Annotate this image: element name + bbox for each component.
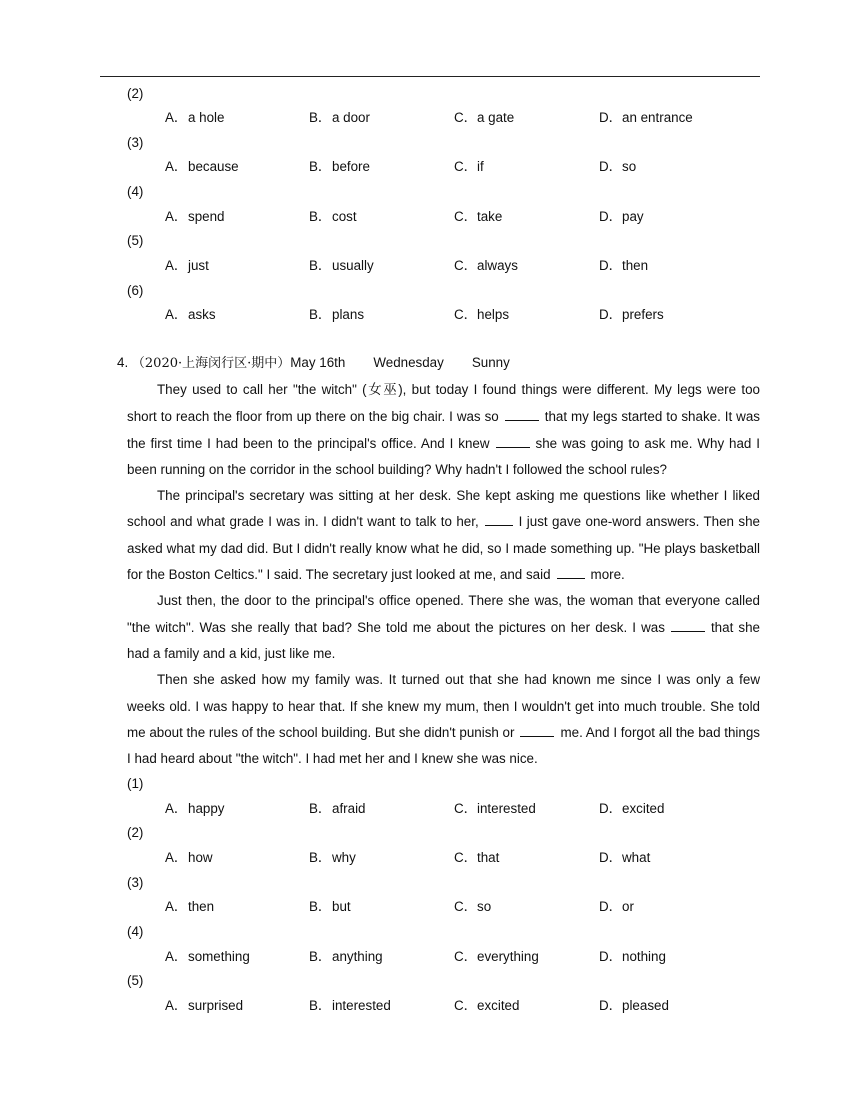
option-letter: A． [165,998,188,1013]
option-text: anything [332,949,383,964]
option-letter: C． [454,899,478,914]
blank-5[interactable] [671,617,705,632]
option-text: surprised [188,998,244,1013]
question-number: 4. [117,355,129,370]
text: that she had a family and a kid, just like me. [127,619,760,661]
option-b[interactable] [309,898,351,916]
option-a[interactable] [165,158,239,176]
question-number: (5) [127,973,144,988]
option-text: why [332,850,356,865]
option-b[interactable] [309,849,356,867]
option-text: if [477,159,484,174]
option-text: always [477,258,518,273]
question-number: (4) [127,184,144,199]
option-row [0,898,860,916]
question-number: (3) [127,135,144,150]
text: she was going to ask me. Why had I been running on the corridor in the school building? Why hadn't I followed the school rules? [127,435,760,477]
text: more. [590,567,625,583]
question-header [117,354,510,373]
option-letter: B． [309,949,332,964]
option-letter: A． [165,307,188,322]
option-d[interactable] [599,898,634,916]
option-b[interactable] [309,997,391,1015]
option-d[interactable] [599,208,644,226]
option-b[interactable] [309,158,370,176]
option-text: because [188,159,239,174]
option-text: that [477,850,500,865]
text: me. And I forgot all the bad things I had heard about "the witch". I had met her and I knew she was nice. [127,724,760,767]
option-text: before [332,159,370,174]
option-text: cost [332,209,357,224]
option-text: something [188,949,250,964]
option-c[interactable] [454,948,539,966]
option-text: excited [477,998,520,1013]
text: ), but today I found things were different. My legs were too short to reach the floor from up there on the big chair. I was so [127,382,760,425]
option-text: just [188,258,209,273]
option-d[interactable] [599,109,693,127]
option-text: happy [188,801,225,816]
option-text: spend [188,209,225,224]
option-text: what [622,850,651,865]
question-number: (1) [127,776,144,791]
diary-day: Wednesday [373,355,444,370]
paragraph-1 [127,377,760,483]
option-a[interactable] [165,997,243,1015]
option-text: everything [477,949,539,964]
option-c[interactable] [454,306,509,324]
text: that my legs started to shake. It was the first time I had been to the principal's office. And I knew [127,409,760,451]
question-number: (6) [127,283,144,298]
question-number: (3) [127,875,144,890]
question-number: (2) [127,86,144,101]
option-c[interactable] [454,208,502,226]
option-d[interactable] [599,849,650,867]
option-letter: A． [165,850,188,865]
option-a[interactable] [165,800,224,818]
option-letter: D． [599,159,623,174]
option-a[interactable] [165,306,216,324]
option-letter: B． [309,258,332,273]
diary-weather: Sunny [471,355,510,370]
option-letter: D． [599,998,623,1013]
option-text: a hole [188,110,225,125]
option-letter: C． [454,209,478,224]
option-b[interactable] [309,208,357,226]
option-letter: C． [454,258,478,273]
paragraph-4 [127,667,760,772]
option-letter: C． [454,307,478,322]
option-letter: B． [309,850,332,865]
option-c[interactable] [454,109,514,127]
blank-3[interactable] [485,511,513,526]
option-a[interactable] [165,948,250,966]
blank-4[interactable] [557,564,585,579]
option-text: then [188,899,215,914]
option-row [0,109,860,127]
option-letter: B． [309,307,332,322]
option-b[interactable] [309,109,370,127]
option-text: take [477,209,503,224]
option-letter: D． [599,209,623,224]
option-row [0,158,860,176]
option-text: then [622,258,649,273]
question-number: (5) [127,233,144,248]
option-a[interactable] [165,257,209,275]
option-text: pleased [622,998,669,1013]
option-letter: D． [599,307,623,322]
paragraph-2 [127,483,760,588]
option-letter: A． [165,110,188,125]
option-letter: C． [454,998,478,1013]
option-text: plans [332,307,365,322]
option-text: nothing [622,949,666,964]
option-letter: C． [454,850,478,865]
question-number: (4) [127,924,144,939]
option-b[interactable] [309,800,366,818]
option-row [0,849,860,867]
option-b[interactable] [309,948,383,966]
option-letter: D． [599,258,623,273]
option-c[interactable] [454,257,518,275]
option-d[interactable] [599,158,636,176]
option-letter: B． [309,209,332,224]
option-a[interactable] [165,109,224,127]
header-rule [100,76,760,77]
text: Then she asked how my family was. It turned out that she had known me since I was only a few weeks old. I was happy to hear that. If she knew my mum, then I wouldn't get into much trouble. She told me about the rules of the school building. But she didn't punish or [127,672,760,740]
option-text: interested [477,801,536,816]
option-letter: D． [599,110,623,125]
option-c[interactable] [454,849,499,867]
option-row [0,257,860,275]
option-c[interactable] [454,997,519,1015]
option-c[interactable] [454,800,536,818]
option-letter: A． [165,258,188,273]
paragraph-3 [127,588,760,667]
option-letter: A． [165,159,188,174]
option-letter: D． [599,949,623,964]
option-letter: A． [165,949,188,964]
option-letter: C． [454,110,478,125]
option-text: prefers [622,307,664,322]
option-text: asks [188,307,216,322]
question-number: (2) [127,825,144,840]
option-a[interactable] [165,898,214,916]
option-text: a door [332,110,370,125]
option-text: an entrance [622,110,693,125]
option-letter: D． [599,850,623,865]
option-letter: D． [599,801,623,816]
option-text: so [477,899,492,914]
option-d[interactable] [599,800,664,818]
option-text: how [188,850,213,865]
diary-date: May 16th [290,355,346,370]
text: 女巫 [366,383,399,398]
option-c[interactable] [454,158,484,176]
option-d[interactable] [599,257,648,275]
option-letter: B． [309,110,332,125]
question-source: （2020·上海闵行区·期中） [131,356,291,371]
option-letter: B． [309,801,332,816]
option-d[interactable] [599,948,666,966]
text: I just gave one-word answers. Then she asked what my dad did. But I didn't really know what he did, so I made something up. "He plays basketball for the Boston Celtics." I said. The secretary just looked at me, and said [127,514,760,583]
text: They used to call her "the witch" ( [157,382,367,397]
option-row [0,800,860,818]
option-letter: D． [599,899,623,914]
option-text: interested [332,998,391,1013]
option-row [0,997,860,1015]
option-text: so [622,159,637,174]
option-letter: B． [309,998,332,1013]
option-letter: B． [309,159,332,174]
option-b[interactable] [309,306,364,324]
option-letter: A． [165,899,188,914]
option-text: usually [332,258,374,273]
option-letter: B． [309,899,332,914]
option-b[interactable] [309,257,374,275]
option-letter: A． [165,209,188,224]
option-a[interactable] [165,208,224,226]
text: The principal's secretary was sitting at her desk. She kept asking me questions like whether I liked school and what grade I was in. I didn't want to talk to her, [127,488,760,530]
option-text: but [332,899,351,914]
reading-passage [127,377,760,772]
option-text: helps [477,307,510,322]
option-row [0,306,860,324]
option-row [0,208,860,226]
blank-1[interactable] [505,406,539,421]
option-a[interactable] [165,849,213,867]
option-row [0,948,860,966]
option-d[interactable] [599,306,664,324]
option-d[interactable] [599,997,669,1015]
option-text: or [622,899,634,914]
option-text: a gate [477,110,515,125]
blank-6[interactable] [520,722,554,737]
option-letter: C． [454,159,478,174]
option-c[interactable] [454,898,491,916]
option-letter: C． [454,949,478,964]
text: Just then, the door to the principal's office opened. There she was, the woman that everyone called "the witch". Was she really that bad? She told me about the pictures on her desk. I was [127,593,760,635]
option-text: excited [622,801,665,816]
option-letter: C． [454,801,478,816]
option-text: pay [622,209,644,224]
option-letter: A． [165,801,188,816]
option-text: afraid [332,801,366,816]
blank-2[interactable] [496,433,530,448]
